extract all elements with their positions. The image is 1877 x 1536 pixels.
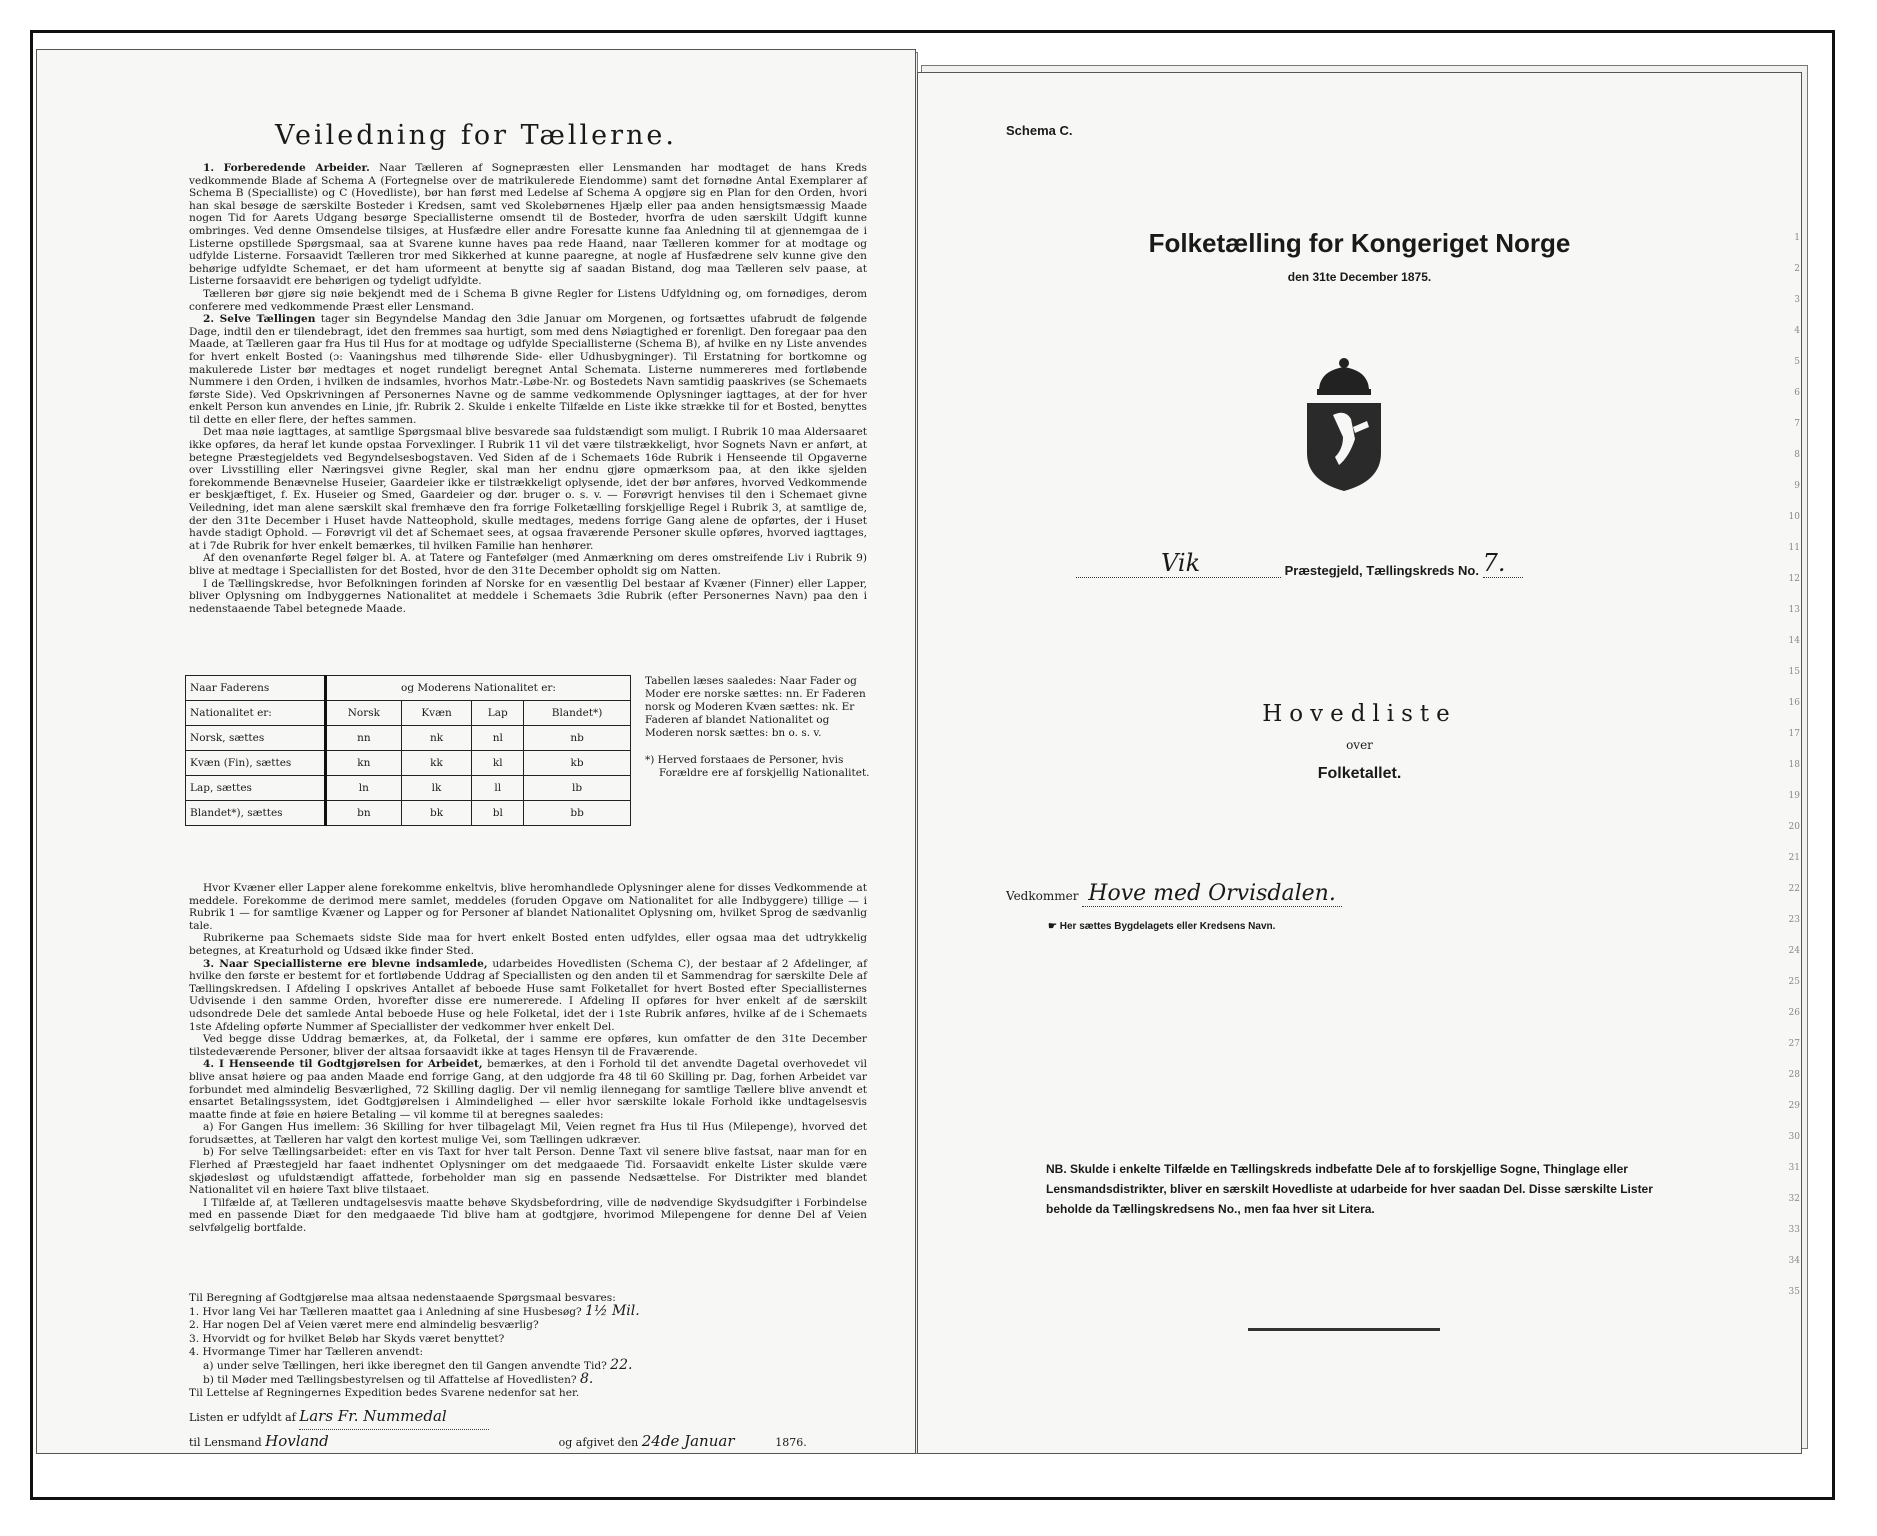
table-cell: lb	[524, 776, 631, 801]
margin-number: 3	[1794, 295, 1800, 305]
signature-block	[189, 1405, 879, 1454]
bleed-through-numbers	[1756, 223, 1800, 1308]
question-3: 3. Hvorvidt og for hvilket Beløb har Skyds været benyttet?	[189, 1332, 505, 1345]
section-4a-text: a) For Gangen Hus imellem: 36 Skilling for hver tilbagelagt Mil, Veien regnet fra Hus til Hus (Milepenge), hvorved det forudsættes, at Tælleren har valgt den kortest mulige Vei, som Tællingen udkræver.	[189, 1121, 867, 1146]
kreds-number: 7.	[1482, 549, 1506, 577]
sig-name: Lars Fr. Nummedal	[299, 1407, 447, 1425]
instructions-title: Veiledning for Tællerne.	[275, 120, 677, 151]
section-2f-text: Rubrikerne paa Schemaets sidste Side maa for hvert enkelt Bosted enten udfyldes, eller ogsaa maa det udtrykkelig betegnes, at Kreaturhold og Udsæd ikke finder Sted.	[189, 932, 867, 957]
instructions-body-part2	[189, 882, 867, 1235]
answer-1: 1½ Mil.	[585, 1303, 640, 1320]
margin-number: 22	[1788, 884, 1800, 894]
vedkommer-line	[1006, 881, 1342, 906]
pointing-hand-note	[1048, 921, 1275, 932]
table-row-label: Lap, sættes	[186, 776, 326, 801]
list-over: over	[1346, 738, 1373, 752]
margin-number: 2	[1794, 264, 1800, 274]
section-3-text: udarbeides Hovedlisten (Schema C), der bestaar af 2 Afdelinger, af hvilke den første er bestemt for et fortløbende Uddrag af Speciallisten og den anden til et Sammendrag for særskilte Dele af Tællingskredsen. I Afdeling I opskrives Antallet af beboede Huse samt Folketallet for hvert Bosted efter Speciallisternes Udvisende i den samme Orden, hvorefter disse ere numererede. I Afdeling II opføres for hver enkelt af de særskilt udsondrede Dele det samlede Antal beboede Huse og hele Folketal, idet der i 1ste Rubrik anføres, hvilke af de i Schemaets 1ste Afdeling opførte Nummer af Speciallister der vedkommer hver enkelt Del.	[189, 957, 867, 1033]
section-2c-text: Af den ovenanførte Regel følger bl. A. at Tatere og Fantefølger (med Anmærkning om deres omstreifende Liv i Rubrik 9) blive at medtage i Speciallisten for det Bosted, hvor de den 31te December opholdt sig om Natten.	[189, 552, 867, 577]
margin-number: 12	[1788, 574, 1800, 584]
margin-number: 27	[1788, 1039, 1800, 1049]
question-1: 1. Hvor lang Vei har Tælleren maattet gaa i Anledning af sine Husbesøg?	[189, 1306, 582, 1319]
margin-number: 4	[1794, 326, 1800, 336]
sig-date: 24de Januar	[641, 1432, 735, 1450]
table-header-span: og Moderens Nationalitet er:	[326, 676, 631, 701]
section-3-heading: 3. Naar Speciallisterne ere blevne indsamlede,	[203, 957, 488, 970]
section-1b-text: Tælleren bør gjøre sig nøie bekjendt med de i Schema B givne Regler for Listens Udfyldning og, om fornødiges, derom conferere med vedkommende Præst eller Lensmand.	[189, 287, 867, 313]
section-3b-text: Ved begge disse Uddrag bemærkes, at, da Folketal, der i samme ere opføres, kun omfatter de den 31te December tilstedeværende Personer, bliver der altsaa forsaavidt ikke at tages Hensyn til de Fraværende.	[189, 1033, 867, 1058]
table-cell: kb	[524, 751, 631, 776]
section-4-text: bemærkes, at den i Forhold til det anvendte Dagetal overhovedet vil blive ansat høiere og paa anden Maade end forrige Gang, at den udgjorde fra 48 til 60 Skilling pr. Dag, forhen Arbeidet var forbundet med almindelig Besværlighed, 72 Skilling daglig. Der vil nemlig ilennegang for samtlige Tællere blive anvendt et ensartet Betalingssystem, idet Godtgjørelsen i Almindelighed — eller hvor særskilte lokale Forhold ikke undtagelsesvis maatte finde at føie en høiere Betaling — vil komme til at beregnes saaledes:	[189, 1058, 867, 1121]
answer-4b: 8.	[579, 1371, 594, 1388]
table-col-header: Kvæn	[401, 701, 472, 726]
question-4: 4. Hvormange Timer har Tælleren anvendt:	[189, 1345, 424, 1358]
margin-number: 34	[1788, 1256, 1800, 1266]
margin-number: 6	[1794, 388, 1800, 398]
section-2-text: tager sin Begyndelse Mandag den 3die Januar om Morgenen, og fortsættes ufabrudt de følgende Dage, indtil den er tilendebragt, idet den fremmes saa hurtigt, som med dens Nøiagtighed er forenligt. Den foregaar paa den Maade, at Tælleren gaar fra Hus til Hus for at modtage og udfylde Speciallisterne (Schema B), af hvilke en ny Liste anvendes for hvert enkelt Bosted (ɔ: Vaaningshus med tilhørende Side- eller Udhusbygninger). Til Erstatning for bortkomne og makulerede Lister bør medtages et noget rundeligt beregnet Antal Schemata. Listerne nummereres med fortløbende Nummere i den Orden, i hvilken de indsamles, hvorhos Matr.-Løbe-Nr. og Bostedets Navn samtidig paaskrives (se Schemaets første Side). Ved Opskrivningen af Personernes Navne og de samme vedkommende Oplysninger iagttages, at der for hver enkelt Person kun anvendes en Linie, jfr. Rubrik 2. Skulde i enkelte Tilfælde en Liste ikke strække til for et Bosted, benyttes til dette en eller flere, der heftes sammen.	[189, 313, 867, 426]
vedkommer-label: Vedkommer	[1006, 889, 1079, 903]
margin-number: 18	[1788, 760, 1800, 770]
table-note-text: Tabellen læses saaledes: Naar Fader og Moder ere norske sættes: nn. Er Faderen norsk og Moderen Kvæn sættes: nk. Er Faderen af blandet Nationalitet og Moderen norsk sættes: bn o. s. v.	[645, 675, 866, 739]
table-cell: nn	[326, 726, 402, 751]
margin-number: 13	[1788, 605, 1800, 615]
margin-number: 35	[1788, 1287, 1800, 1297]
section-2-heading: 2. Selve Tællingen	[203, 313, 316, 326]
table-cell: bl	[472, 801, 524, 826]
margin-number: 28	[1788, 1070, 1800, 1080]
census-title: Folketælling for Kongeriget Norge	[1148, 228, 1571, 258]
section-2e-text: Hvor Kvæner eller Lapper alene forekomme enkeltvis, blive heromhandlede Oplysninger alene for disses Vedkommende at meddele. Forekomme de derimod mere samlet, meddeles (foruden Opgave om Nationalitet for alle Indbyggere) tillige — i Rubrik 1 — for samtlige Kvæner og Lapper og for Personer af blandet Nationalitet Oplysning om, hvilket Sprog de sædvanlig tale.	[189, 882, 867, 932]
table-reading-note	[645, 675, 875, 780]
section-1-heading: 1. Forberedende Arbeider.	[203, 162, 370, 174]
section-4-heading: 4. I Henseende til Godtgjørelsen for Arbeidet,	[203, 1058, 483, 1071]
list-title: Hovedliste	[1262, 701, 1457, 727]
nationality-table	[185, 675, 631, 826]
margin-number: 23	[1788, 915, 1800, 925]
cover-page	[917, 72, 1802, 1454]
section-1-text: Naar Tælleren af Sognepræsten eller Lensmanden har modtaget de hans Kreds vedkommende Blade af Schema A (Fortegnelse over de matrikulerede Eiendomme) samt det fornødne Antal Exemplarer af Schema B (Specialliste) og C (Hovedliste), bør han først med Ledelse af Schema A opgjøre sig en Plan for den Orden, hvori han skal besøge de særskilte Bosteder i Kredsen, samt ved Skolebørnenes Hjælp eller paa anden hensigtsmæssig Maade nogen Tid for Aarets Udgang besørge Speciallisterne omsendt til de Bosteder, hvorfra de uden særskilt Udgift kunne ombringes. Ved denne Omsendelse tilsiges, at Husfædre eller andre Foresatte kunne faa Anledning til at gjennemgaa de i Listerne opstillede Spørgsmaal, saa at Svarene kunne haves paa rede Haand, naar Tælleren kommer for at modtage og udfylde Listerne. Forsaavidt Tælleren tror med Sikkerhed at kunne paaregne, at nogle af Husfædrene selv kunne give den behørige udfyldte Schemaet, er det ham uformeent at benytte sig af saadan Bistand, dog maa Tælleren selv paase, at Listerne forsaavidt ere behørigen og tydeligt udfyldte.	[189, 162, 867, 288]
margin-number: 19	[1788, 791, 1800, 801]
schema-label: Schema C.	[1006, 123, 1073, 138]
table-footnote: *) Herved forstaaes de Personer, hvis Forældre ere af forskjellig Nationalitet.	[645, 754, 870, 779]
margin-number: 26	[1788, 1008, 1800, 1018]
margin-number: 31	[1788, 1163, 1800, 1173]
table-cell: nb	[524, 726, 631, 751]
answer-4a: 22.	[610, 1357, 633, 1374]
table-row	[186, 801, 631, 826]
margin-number: 32	[1788, 1194, 1800, 1204]
sig-lensmand: Hovland	[265, 1432, 329, 1450]
table-row	[186, 751, 631, 776]
margin-number: 21	[1788, 853, 1800, 863]
table-cell: bk	[401, 801, 472, 826]
table-cell: bn	[326, 801, 402, 826]
parish-name: Vik	[1161, 549, 1201, 577]
table-col-header: Norsk	[326, 701, 402, 726]
nationality-table-area	[185, 675, 875, 875]
question-2: 2. Har nogen Del af Veien været mere end almindelig besværlig?	[189, 1319, 539, 1332]
table-cell: nl	[472, 726, 524, 751]
margin-number: 15	[1788, 667, 1800, 677]
section-2b-text: Det maa nøie iagttages, at samtlige Spørgsmaal blive besvarede saa fuldstændigt som muligt. I Rubrik 10 maa Aldersaaret ikke opføres, da heraf let kunde opstaa Forvexlinger. I Rubrik 11 vil det være tilstrækkeligt, hvor Sognets Navn er anført, at betegne Præstegjeldets ved Begyndelsesbogstaven. Ved Siden af de i Schemaets 16de Rubrik i Henseende til Opgaverne over Livsstilling eller Næringsvei givne Regler, skal man her endnu gjøre opmærksom paa, at den ikke sjelden forekommende Benævnelse Huseier, Gaardeier ikke er tilstrækkeligt oplysende, idet der bør anføres, hvorved Vedkommende er beskjæftiget, f. Ex. Huseier og Smed, Gaardeier og dør. brugеr o. s. v. — Forøvrigt henvises til den i Schemaet givne Veiledning, idet man alene særskilt skal fremhæve den fra forrige Folketælling forskjellige Regel i Rubrik 3, at samtlige de, der den 31te December i Huset havde Natteophold, skulle medtages, medens forrige Gang alene de opførtes, der i Huset havde stadigt Ophold. — Forøvrigt vil det af Schemaet sees, at ogsaa fraværende Personer skulle opføres, hvorved iagttages, at i 7de Rubrik for hver enkelt bemærkes, til hvilken Familie han henhører.	[189, 426, 867, 552]
coat-of-arms-icon	[1289, 353, 1399, 495]
table-cell: ll	[472, 776, 524, 801]
table-col-header: Blandet*)	[524, 701, 631, 726]
list-subject: Folketallet.	[1317, 765, 1402, 782]
margin-number: 5	[1794, 357, 1800, 367]
nb-note: NB. Skulde i enkelte Tilfælde en Tællingskreds indbefatte Dele af to forskjellige Sogne, Thinglage eller Lensmandsdistrikter, bliver en særskilt Hovedliste at udarbeide for hver saadan Del. Disse særskilte Lister beholde da Tællingskredsens No., men faa hver sit Litera.	[1046, 1162, 1653, 1216]
instructions-page	[36, 49, 916, 1454]
section-2d-text: I de Tællingskredse, hvor Befolkningen forinden af Norske for en væsentlig Del bestaar af Kvæner (Finner) eller Lapper, bliver Oplysning om Indbyggernes Nationalitet at meddele i Schemaets 3die Rubrik (efter Personernes Navn) paa den i nedenstaaende Tabel betegnede Maade.	[189, 577, 867, 615]
margin-number: 1	[1794, 233, 1800, 243]
sig-prefix: Listen er udfyldt af	[189, 1411, 296, 1424]
margin-number: 14	[1788, 636, 1800, 646]
table-cell: kn	[326, 751, 402, 776]
vedkommer-value: Hove med Orvisdalen.	[1082, 881, 1342, 907]
questions-outro: Til Lettelse af Regningernes Expedition bedes Svarene nedenfor sat her.	[189, 1387, 580, 1400]
questions-intro: Til Beregning af Godtgjørelse maa altsaa nedenstaaende Spørgsmaal besvares:	[189, 1292, 616, 1304]
sig-lensmand-prefix: til Lensmand	[189, 1436, 262, 1449]
question-4b: b) til Møder med Tællingsbestyrelsen og til Affattelse af Hovedlisten?	[203, 1374, 577, 1387]
margin-number: 20	[1788, 822, 1800, 832]
table-row-label: Kvæn (Fin), sættes	[186, 751, 326, 776]
margin-number: 16	[1788, 698, 1800, 708]
margin-number: 25	[1788, 977, 1800, 987]
margin-number: 33	[1788, 1225, 1800, 1235]
table-cell: kl	[472, 751, 524, 776]
pointing-hand-icon: ☛	[1048, 921, 1057, 932]
section-4b-text: b) For selve Tællingsarbeidet: efter en vis Taxt for hver talt Person. Denne Taxt vil senere blive fastsat, naar man for en Flerhed af Præstegjeld har faaet indhentet Oplysninger om det medgaaede Tid. Forsaavidt enkelte Lister skulde være skjødesløst og ufuldstændigt affattede, forbeholder man sig en passende Nedsættelse. For Distrikter med blandet Nationalitet vil en høiere Taxt blive tilstaaet.	[189, 1146, 867, 1197]
table-cell: bb	[524, 801, 631, 826]
margin-number: 24	[1788, 946, 1800, 956]
sig-date-prefix: og afgivet den	[558, 1436, 639, 1449]
parish-line	[1076, 549, 1716, 578]
table-cell: nk	[401, 726, 472, 751]
margin-number: 10	[1788, 512, 1800, 522]
table-cell: kk	[401, 751, 472, 776]
closing-rule	[1248, 1328, 1440, 1331]
table-col-header: Lap	[472, 701, 524, 726]
table-cell: ln	[326, 776, 402, 801]
table-corner-top: Naar Faderens	[186, 676, 326, 701]
questions-block	[189, 1292, 867, 1401]
question-4a: a) under selve Tællingen, heri ikke iberegnet den til Gangen anvendte Tid?	[203, 1360, 607, 1373]
margin-number: 29	[1788, 1101, 1800, 1111]
hand-note-text: Her sættes Bygdelagets eller Kredsens Navn.	[1059, 921, 1276, 932]
parish-label: Præstegjeld, Tællingskreds No.	[1284, 563, 1479, 578]
margin-number: 8	[1794, 450, 1800, 460]
table-cell: lk	[401, 776, 472, 801]
table-row	[186, 726, 631, 751]
table-row	[186, 776, 631, 801]
section-4c-text: I Tilfælde af, at Tælleren undtagelsesvis maatte behøve Skydsbefordring, ville de nødvendige Skydsudgifter i Forbindelse med en passende Diæt for den medgaaede Tid blive ham at godtgjøre, hvorimod Milepengene for denne Del af Veien selvfølgelig bortfalde.	[189, 1196, 867, 1235]
sig-year: 1876.	[775, 1436, 807, 1449]
margin-number: 9	[1794, 481, 1800, 491]
margin-number: 17	[1788, 729, 1800, 739]
margin-number: 30	[1788, 1132, 1800, 1142]
margin-number: 11	[1788, 543, 1800, 553]
instructions-body-part1	[189, 162, 867, 615]
margin-number: 7	[1794, 419, 1800, 429]
table-row-label: Norsk, sættes	[186, 726, 326, 751]
table-row-label: Blandet*), sættes	[186, 801, 326, 826]
census-date: den 31te December 1875.	[1287, 270, 1432, 284]
table-corner-bottom: Nationalitet er:	[186, 701, 326, 726]
